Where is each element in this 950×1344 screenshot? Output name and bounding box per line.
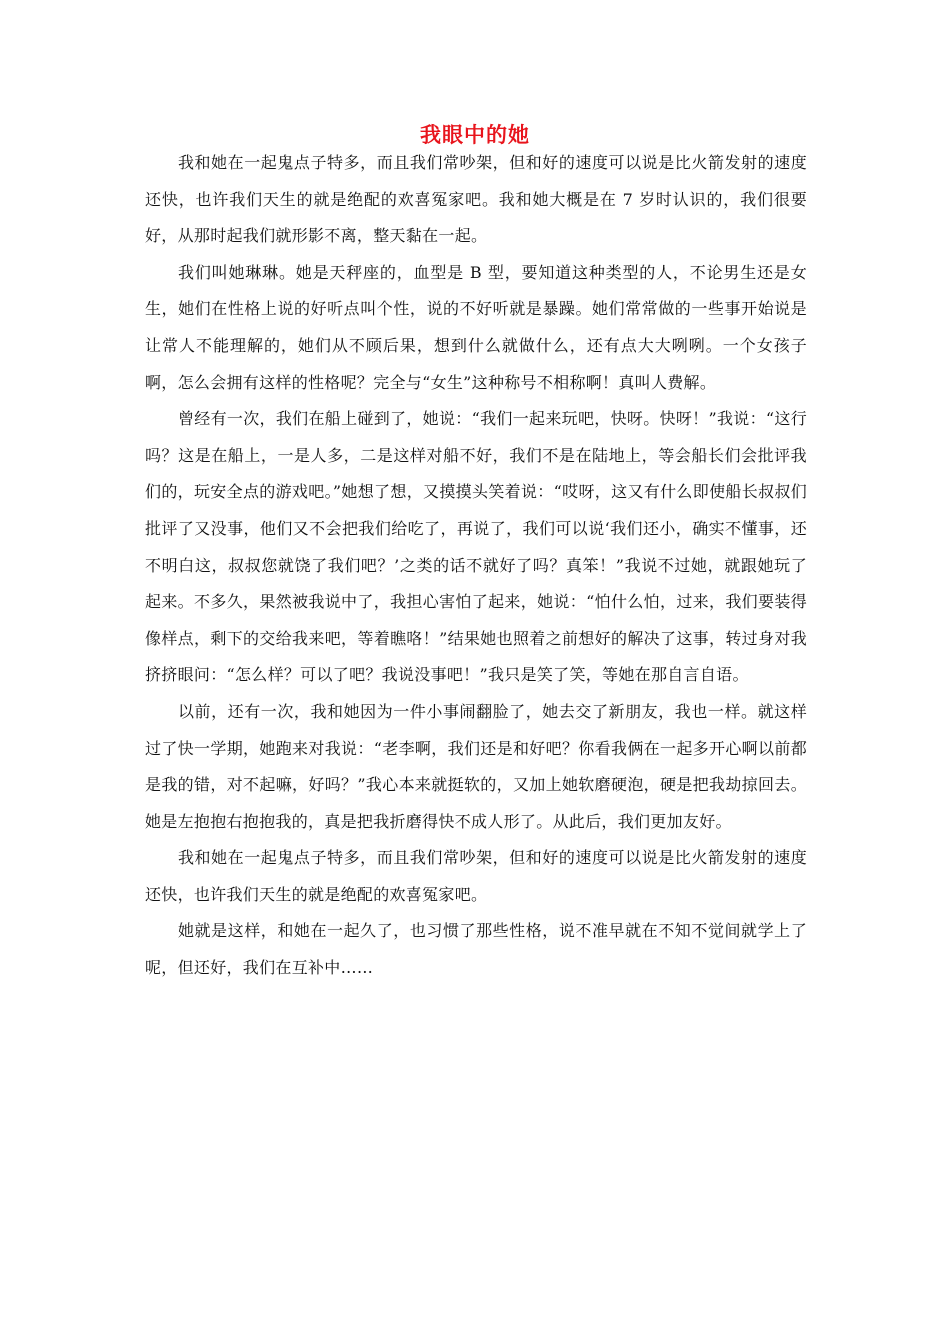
paragraph-1: 我和她在一起鬼点子特多，而且我们常吵架，但和好的速度可以说是比火箭发射的速度还快，也许我们天生的就是绝配的欢喜冤家吧。我和她大概是在 7 岁时认识的，我们很要好，从那时起我们就形影不离，整天黏在一起。 [145, 153, 807, 246]
paragraph-2: 我们叫她琳琳。她是天秤座的，血型是 B 型，要知道这种类型的人，不论男生还是女生，她们在性格上说的好听点叫个性，说的不好听就是暴躁。她们常常做的一些事开始说是让常人不能理解的，她们从不顾后果，想到什么就做什么，还有点大大咧咧。一个女孩子啊，怎么会拥有这样的性格呢？完全与“女生”这种称号不相称啊！真叫人费解。 [145, 262, 807, 392]
document-body [145, 145, 807, 987]
paragraph-4: 以前，还有一次，我和她因为一件小事闹翻脸了，她去交了新朋友，我也一样。就这样过了快一学期，她跑来对我说：“老李啊，我们还是和好吧？你看我俩在一起多开心啊以前都是我的错，对不起嘛，好吗？”我心本来就挺软的，又加上她软磨硬泡，硬是把我劫掠回去。她是左抱抱右抱抱我的，真是把我折磨得快不成人形了。从此后，我们更加友好。 [145, 701, 807, 831]
paragraph-5: 我和她在一起鬼点子特多，而且我们常吵架，但和好的速度可以说是比火箭发射的速度还快，也许我们天生的就是绝配的欢喜冤家吧。 [145, 848, 807, 904]
paragraph-3: 曾经有一次，我们在船上碰到了，她说：“我们一起来玩吧，快呀。快呀！”我说：“这行吗？这是在船上，一是人多，二是这样对船不好，我们不是在陆地上，等会船长们会批评我们的，玩安全点的游戏吧。”她想了想，又摸摸头笑着说：“哎呀，这又有什么即使船长叔叔们批评了又没事，他们又不会把我们给吃了，再说了，我们可以说‘我们还小，确实不懂事，还不明白这，叔叔您就饶了我们吧？’之类的话不就好了吗？真笨！”我说不过她，就跟她玩了起来。不多久，果然被我说中了，我担心害怕了起来，她说：“怕什么怕，过来，我们要装得像样点，剩下的交给我来吧，等着瞧咯！”结果她也照着之前想好的解决了这事，转过身对我挤挤眼问：“怎么样？可以了吧？我说没事吧！”我只是笑了笑，等她在那自言自语。 [145, 409, 807, 685]
paragraph-6: 她就是这样，和她在一起久了，也习惯了那些性格，说不准早就在不知不觉间就学上了呢，但还好，我们在互补中…… [145, 921, 807, 978]
document-title: 我眼中的她 [420, 122, 530, 147]
